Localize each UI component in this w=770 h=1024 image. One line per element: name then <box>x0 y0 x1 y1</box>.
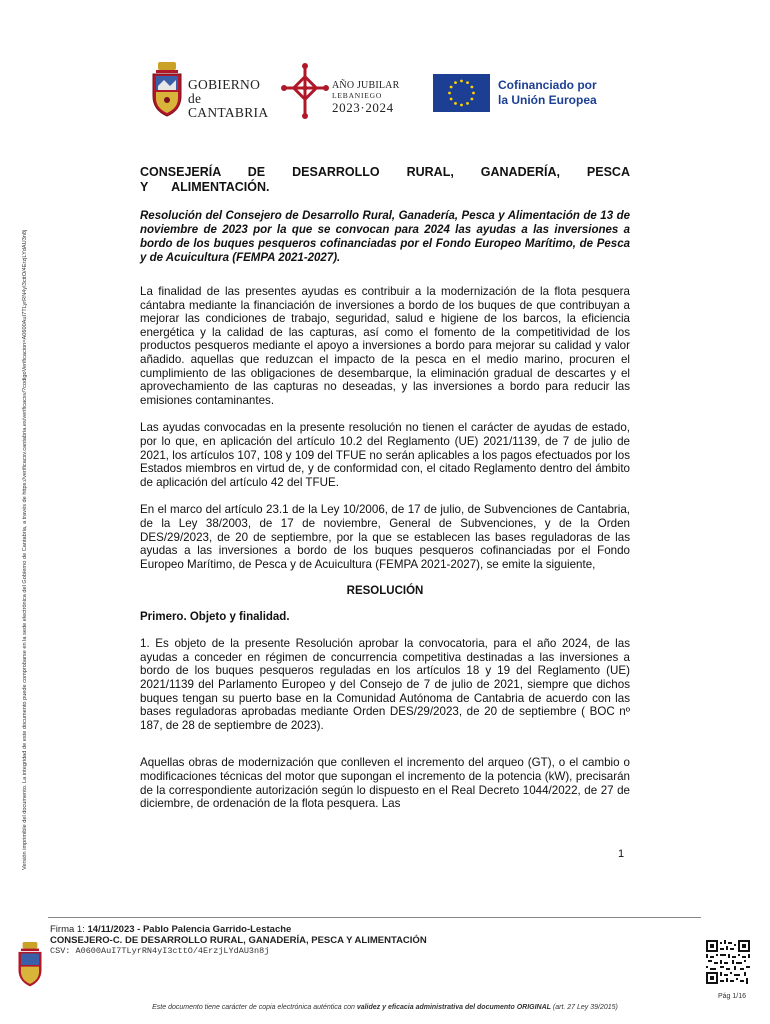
eu-flag-icon <box>433 74 490 112</box>
document-body <box>140 165 630 825</box>
ano-jubilar-logo <box>280 62 415 122</box>
page-number: 1 <box>618 848 625 860</box>
resolution-title: Resolución del Consejero de Desarrollo Rural, Ganadería, Pesca y Alimentación de 13 de noviembre de 2023 por la que se convocan para 2024 las ayudas a las inversiones a bordo de los buques pesqueros cofinanciadas por el Fondo Europeo Marítimo, de Pesca y de Acuicultura (FEMPA 2021-2027). <box>140 210 630 264</box>
section-primero-heading: Primero. Objeto y finalidad. <box>140 611 290 624</box>
department-heading: CONSEJERÍA DE DESARROLLO RURAL, GANADERÍA, PESCA Y ALIMENTACIÓN. <box>140 165 630 194</box>
jubilar-line-1: AÑO JUBILAR <box>332 80 400 91</box>
document-header <box>150 62 640 124</box>
jubilar-cross-icon <box>280 62 330 120</box>
jubilar-line-2: LEBANIEGO <box>332 91 383 100</box>
verification-side-note: Versión imprimible del documento. La integridad de este documento puede comprobarse en la sede electrónica del Gobierno de Cantabria, a través de https://verificacsv.cantabria.es/verificacsv/?codigoVerificacion=A0600AuI7TLyrRN4yI3cttO/4ErzjLYdAU3n8j <box>22 229 28 870</box>
gobierno-line-3: CANTABRIA <box>188 105 269 120</box>
footer-coat-of-arms-icon <box>16 942 44 988</box>
paragraph-obras-modernizacion: Aquellas obras de modernización que conlleven el incremento del arqueo (GT), o el cambio o modificaciones técnicas del motor que supongan el incremento de la potencia (kW), precisarán de la correspondiente autorización según lo dispuesto en el Real Decreto 1044/2022, de 27 de diciembre, de ordenación de la flota pesquera. Las <box>140 756 630 811</box>
paragraph-ayudas-estado: Las ayudas convocadas en la presente resolución no tienen el carácter de ayudas de estado, por lo que, en aplicación del artículo 10.2 del Reglamento (UE) 2021/1139, de 7 de julio de 2021, los artículos 107, 108 y 109 del TFUE no serán aplicables a los pagos efectuados por los Estados miembros en virtud de, y de conformidad con, el citado Reglamento dentro del ámbito de aplicación del artículo 42 del TFUE. <box>140 421 630 489</box>
firma-line <box>50 924 427 935</box>
eu-line-2: la Unión Europea <box>498 93 597 107</box>
legal-notice <box>0 1004 770 1011</box>
gobierno-line-1: GOBIERNO <box>188 77 261 92</box>
gobierno-cantabria-logo <box>150 62 275 122</box>
legal-bold: validez y eficacia administrativa del documento ORIGINAL <box>356 1004 551 1011</box>
eu-line-1: Cofinanciado por <box>498 78 597 92</box>
gobierno-line-2: de <box>188 91 202 106</box>
paragraph-finalidad: La finalidad de las presentes ayudas es contribuir a la modernización de la flota pesquera cántabra mediante la financiación de inversiones a bordo de los buques de que contribuyan a mejorar las condiciones de trabajo, seguridad, salud e higiene de los barcos, la eficiencia energética y la calidad de las capturas, así como el fomento de la competitividad de los productos pesqueros mediante el apoyo a inversiones a bordo para mejorar su calidad y valor añadido. aquellas que reduzcan el impacto de la pesca en el medio marino, procuren el cumplimiento de las obligaciones de desembarque, la eliminación gradual de descartes y el aprovechamiento de las capturas no deseadas, y las inversiones a bordo para reducir las emisiones contaminantes. <box>140 285 630 407</box>
gobierno-cantabria-text <box>188 78 268 120</box>
page-count: Pág 1/16 <box>718 993 747 1000</box>
signature-block <box>50 924 427 957</box>
legal-pre: Este documento tiene carácter de copia electrónica auténtica con <box>152 1004 357 1011</box>
paragraph-marco-legal: En el marco del artículo 23.1 de la Ley 10/2006, de 17 de julio, de Subvenciones de Cantabria, de la Ley 38/2003, de 17 de noviembre, General de Subvenciones, y de la Orden DES/29/2023, de 20 de septiembre, por la que se establecen las bases reguladoras de las ayudas a las inversiones a bordo de los buques pesqueros cofinanciadas por el Fondo Europeo Marítimo, de Pesca y de Acuicultura (FEMPA 2021-2027), se emite la siguiente, <box>140 503 630 571</box>
qr-code-icon <box>706 940 750 984</box>
jubilar-line-3: 2023·2024 <box>332 100 394 115</box>
cantabria-coat-of-arms-icon <box>150 62 184 118</box>
eu-text <box>498 78 597 108</box>
firma-value: 14/11/2023 - Pablo Palencia Garrido-Lestache <box>87 924 292 935</box>
paragraph-objeto: 1. Es objeto de la presente Resolución aprobar la convocatoria, para el año 2024, de las ayudas a conceder en régimen de concurrencia competitiva destinadas a las inversiones a bordo de los buques pesqueros reguladas en los artículos 18 y 19 del Reglamento (UE) 2021/1139 del Parlamento Europeo y del Consejo de 7 de julio de 2021, siempre que dichos buques tengan su puerto base en la Comunidad Autónoma de Cantabria de acuerdo con las bases reguladoras aprobadas mediante Orden DES/29/2023, de 20 de septiembre ( BOC nº 187, de 28 de septiembre de 2023). <box>140 637 630 732</box>
signer-position: CONSEJERO-C. DE DESARROLLO RURAL, GANADERÍA, PESCA Y ALIMENTACIÓN <box>50 935 427 946</box>
eu-cofinanciado-logo <box>433 74 643 114</box>
jubilar-text <box>332 80 399 116</box>
csv-code: CSV: A0600AuI7TLyrRN4yI3cttO/4ErzjLYdAU3n8j <box>50 946 270 956</box>
footer-divider <box>48 917 701 918</box>
legal-post: (art. 27 Ley 39/2015) <box>550 1004 618 1011</box>
resolucion-heading: RESOLUCIÓN <box>346 585 424 598</box>
firma-label: Firma 1: <box>50 924 88 935</box>
